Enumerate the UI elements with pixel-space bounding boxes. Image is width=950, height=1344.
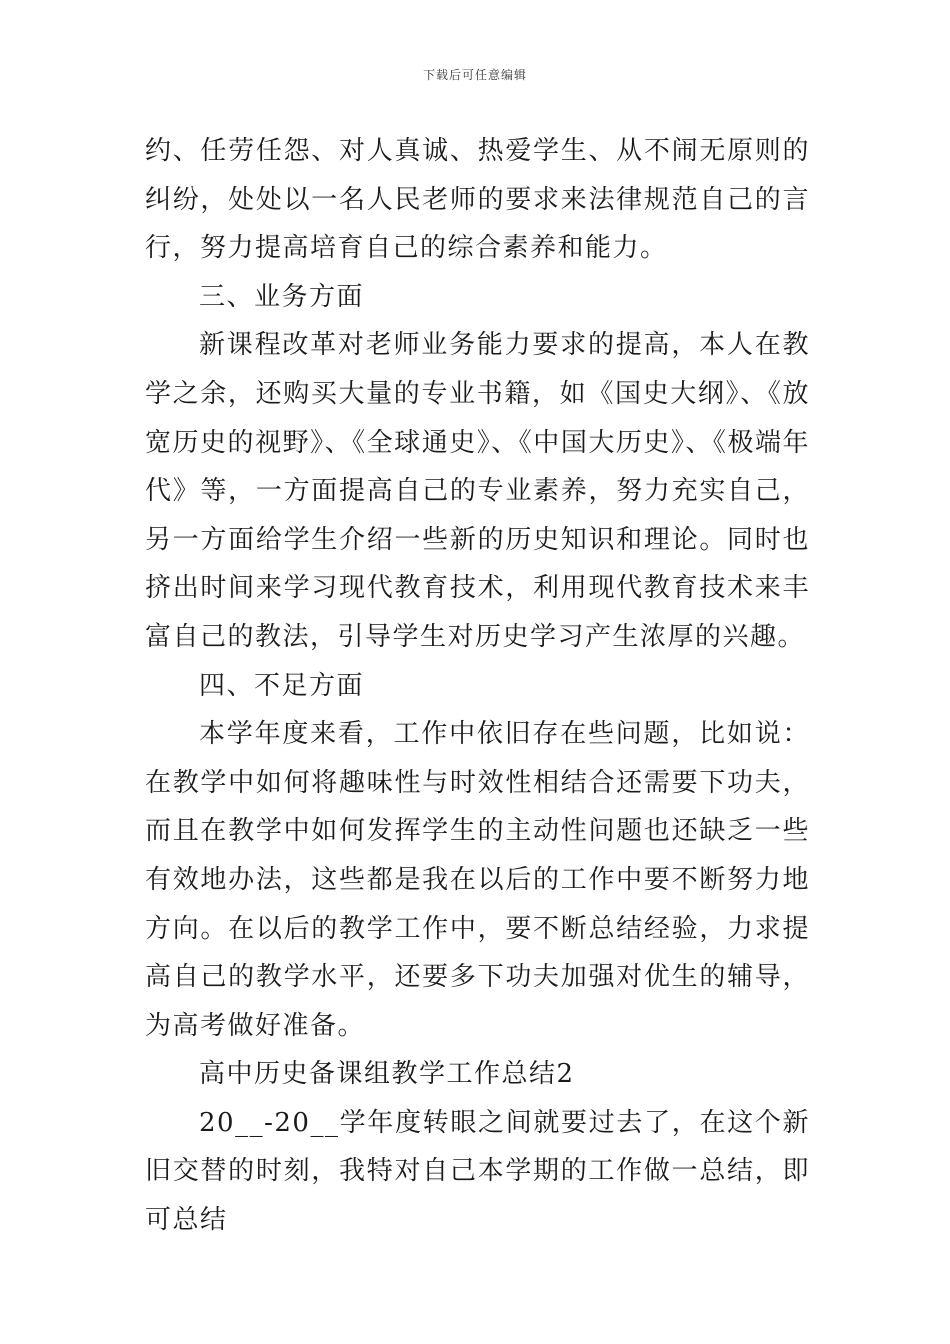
document-body	[145, 127, 810, 1245]
section-heading-shortcomings: 四、不足方面	[199, 670, 365, 701]
paragraph-summary-2: 20__-20__学年度转眼之间就要过去了，在这个新旧交替的时刻，我特对自己本学期的工作做一总结，即可总结	[145, 1107, 810, 1236]
page-header: 下载后可任意编辑	[422, 68, 527, 82]
paragraph-1: 约、任劳任怨、对人真诚、热爱学生、从不闹无原则的纠纷，处处以一名人民老师的要求来法律规范自己的言行，努力提高培育自己的综合素养和能力。	[145, 136, 810, 264]
section-heading-business: 三、业务方面	[199, 281, 365, 312]
paragraph-shortcomings: 本学年度来看，工作中依旧存在些问题，比如说：在教学中如何将趣味性与时效性相结合还需要下功夫，而且在教学中如何发挥学生的主动性问题也还缺乏一些有效地办法，这些都是我在以后的工作中要不断努力地方向。在以后的教学工作中，要不断总结经验，力求提高自己的教学水平，还要多下功夫加强对优生的辅导，为高考做好准备。	[145, 719, 810, 1041]
document-subtitle: 高中历史备课组教学工作总结2	[199, 1059, 575, 1090]
paragraph-business: 新课程改革对老师业务能力要求的提高，本人在教学之余，还购买大量的专业书籍，如《国史大纲》、《放宽历史的视野》、《全球通史》、《中国大历史》、《极端年代》等，一方面提高自己的专业素养，努力充实自己，另一方面给学生介绍一些新的历史知识和理论。同时也挤出时间来学习现代教育技术，利用现代教育技术来丰富自己的教法，引导学生对历史学习产生浓厚的兴趣。	[145, 330, 810, 652]
